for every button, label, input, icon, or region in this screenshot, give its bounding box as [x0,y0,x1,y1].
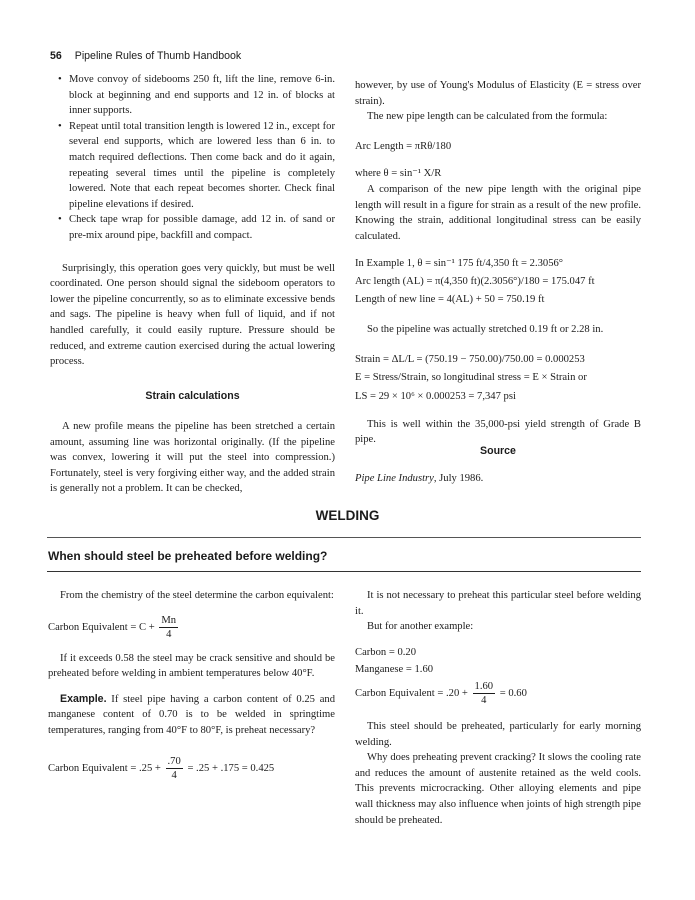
fraction-denominator: 4 [166,628,172,640]
strain-paragraph: A new profile means the pipeline has been stretched a certain amount, assuming line was horizontal originally. (If the pipeline was convex, lowering it will put the steel into compression.) Fortunately, steel is very forgiving either way, and the added strain is generally not a problem. It can be checked, [50,421,335,495]
example-carbon-equivalent [48,755,335,782]
question-heading: When should steel be preheated before welding? [48,549,328,563]
formula-lhs: Carbon Equivalent = .25 + [48,762,161,774]
section-rule-bottom [47,571,641,572]
crack-sensitivity-paragraph: If it exceeds 0.58 the steel may be crack sensitive and should be preheated before welding in ambient temperatures below 40°F. [48,652,335,680]
list-item: • Check tape wrap for possible damage, add 12 in. of sand or pre-mix around pipe, backfill and compact. [57,212,335,243]
section-rule-top [47,537,641,538]
arc-length-formula: Arc Length = πRθ/180 [355,140,452,152]
no-preheat-conclusion: It is not necessary to preheat this particular steel before welding it. [355,590,641,617]
formula-lhs: Carbon Equivalent = .20 + [355,687,468,699]
preheat-conclusion: This steel should be preheated, particularly for early morning welding. [355,720,641,748]
section-title: WELDING [315,508,380,523]
fraction-numerator: Mn [161,614,177,626]
another-example-intro: But for another example: [367,621,474,633]
fraction [159,614,178,641]
yield-strength-note: This is well within the 35,000-psi yield strength of Grade B pipe. [355,418,641,446]
lowering-paragraph: Surprisingly, this operation goes very quickly, but must be well coordinated. One person should signal the sideboom operators to lower the pipeline concurrently, so as to eliminate excessive bends and sags. The pipeline is heavy when full of liquid, and if not handled carefully, it could easily rupture. Pressure should be reduced, and extreme caution exercised during the actual lowering process. [50,262,335,368]
new-line-length-equation: Length of new line = 4(AL) + 50 = 750.19 ft [355,293,545,305]
source-heading: Source [480,445,516,457]
source-date: , July 1986. [433,473,484,484]
example-text: If steel pipe having a carbon content of 0.25 and manganese content of 0.70 is to be welded in springtime temperatures, ranging from 40°F to 80°F, is preheat necessary? [48,693,335,736]
example-theta-equation: In Example 1, θ = sin⁻¹ 175 ft/4,350 ft = 2.3056° [355,258,564,270]
left-column-bottom [48,588,335,782]
second-carbon-equivalent [355,680,641,707]
manganese-value: Manganese = 1.60 [355,664,434,676]
carbon-value: Carbon = 0.20 [355,646,416,658]
fraction [473,680,496,707]
preheat-explanation: Why does preheating prevent cracking? It slows the cooling rate and reduces the amount of austenite retained as the weld cools. This prevents microcracking. Other alloying elements and pipe wall thickness may also influence when joints of high strength pipe should be preheated. [355,752,641,826]
stress-equation: E = Stress/Strain, so longitudinal stress = E × Strain or [355,372,587,384]
carbon-equivalent-formula [48,614,335,641]
formula-rhs: = .25 + .175 = 0.425 [187,762,275,774]
source-title: Pipe Line Industry [355,473,434,484]
list-item: • Repeat until total transition length is lowered 12 in., except for several end supports, which are lowered less than 6 in. to match required deflections. Then come back and do it again, repeating several times until the pipeline is completely lowered. Note that each repeat becomes shorter. Check final pipeline elevations if desired. [57,119,335,213]
formula-rhs: = 0.60 [499,687,527,699]
example-paragraph [48,692,335,739]
strain-calculations-heading: Strain calculations [145,390,240,402]
example-label: Example. [60,692,107,705]
page-number: 56 [50,50,62,62]
formula-lhs: Carbon Equivalent = C + [48,621,155,633]
fraction-denominator: 4 [481,694,487,706]
right-column-top [355,78,641,448]
fraction-numerator: 1.60 [474,680,494,692]
fraction-denominator: 4 [171,769,177,781]
lowering-steps-list [50,72,335,244]
stretch-result: So the pipeline was actually stretched 0.19 ft or 2.28 in. [367,324,604,336]
left-column-strain [50,419,335,497]
book-title: Pipeline Rules of Thumb Handbook [74,50,242,62]
carbon-equivalent-intro: From the chemistry of the steel determine the carbon equivalent: [60,590,334,601]
longitudinal-stress-equation: LS = 29 × 10⁶ × 0.000253 = 7,347 psi [355,390,516,402]
formula-intro: The new pipe length can be calculated from the formula: [367,111,608,123]
theta-definition: where θ = sin⁻¹ X/R [355,168,442,180]
running-header [50,50,241,62]
strain-equation: Strain = ΔL/L = (750.19 − 750.00)/750.00 = 0.000253 [355,353,585,365]
left-column-top [50,72,335,370]
youngs-modulus-text: however, by use of Young's Modulus of Elasticity (E = stress over strain). [355,80,641,107]
list-item: • Move convoy of sidebooms 250 ft, lift the line, remove 6-in. block at beginning and end supports and 12 in. of blocks at inner supports. [57,72,335,119]
fraction-numerator: .70 [167,755,181,767]
arc-length-equation: Arc length (AL) = π(4,350 ft)(2.3056°)/180 = 175.047 ft [355,275,595,287]
right-column-bottom [355,588,641,828]
comparison-paragraph: A comparison of the new pipe length with the original pipe length will result in a figure for strain as a result of the new profile. Knowing the strain, additional longitudinal stress can be easily calculated. [355,183,641,242]
source-citation [355,471,641,487]
fraction [166,755,183,782]
